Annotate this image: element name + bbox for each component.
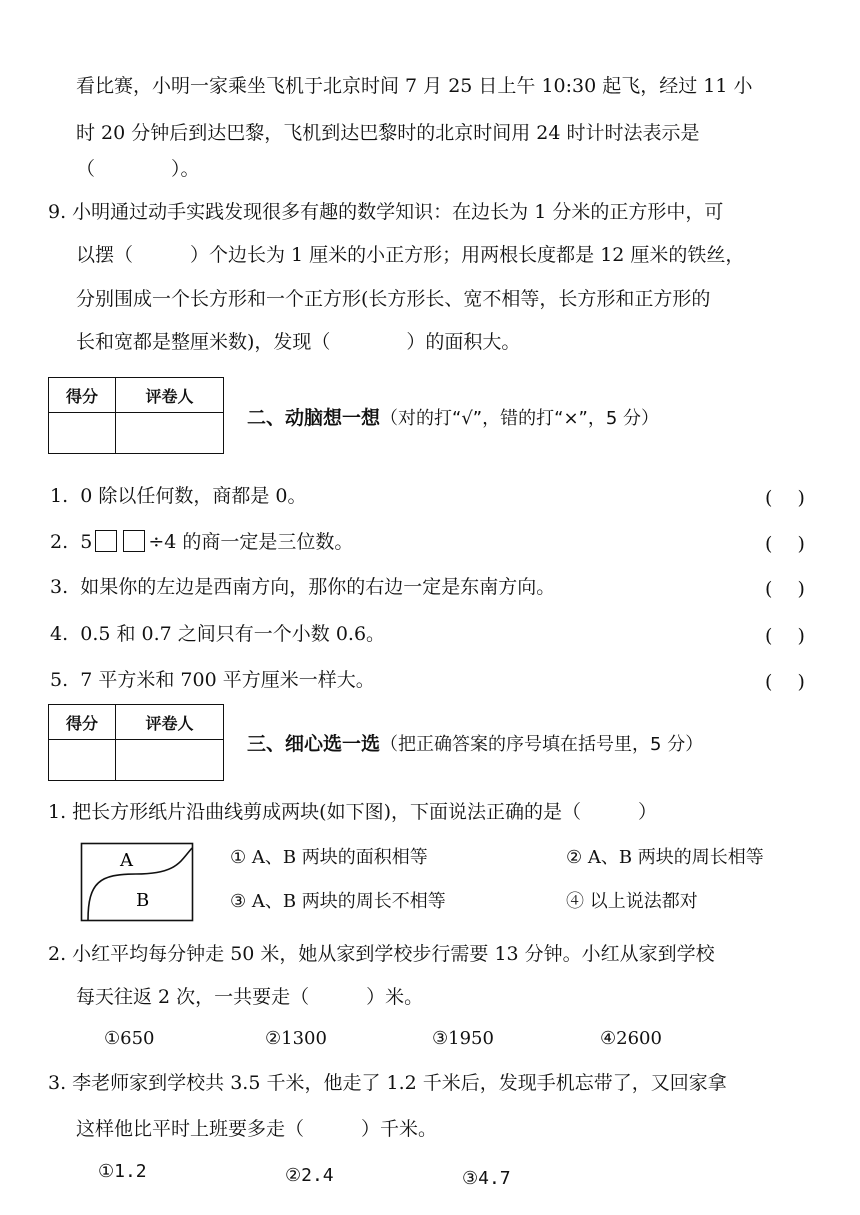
choice-q3-option-3[interactable]: ③4.7 <box>462 1168 511 1189</box>
piece-a-label: A <box>120 850 133 871</box>
judge-answer-3[interactable]: ( ) <box>765 578 805 600</box>
section3-score-table <box>48 704 224 781</box>
choice-q3-option-2[interactable]: ②2.4 <box>285 1165 334 1186</box>
judge-answer-2[interactable]: ( ) <box>765 533 805 555</box>
choice-q3-line-2: 这样他比平时上班要多走（ ）千米。 <box>76 1118 438 1140</box>
q8-line-1: 看比赛，小明一家乘坐飞机于北京时间 7 月 25 日上午 10:30 起飞，经过 11 小 <box>76 75 753 97</box>
choice-q2-option-1[interactable]: ①650 <box>104 1028 155 1049</box>
choice-q2-option-2[interactable]: ②1300 <box>265 1028 327 1049</box>
judge-item-5: 5. 7 平方米和 700 平方厘米一样大。 <box>50 669 375 691</box>
section3-title: 三、细心选一选 <box>247 733 381 755</box>
choice-q1-option-1[interactable]: ① A、B 两块的面积相等 <box>230 847 428 868</box>
score-cell[interactable] <box>49 740 116 781</box>
section2-heading <box>247 406 659 431</box>
grader-label: 评卷人 <box>116 705 224 740</box>
judge-item-2: 2. 5 ÷4 的商一定是三位数。 <box>50 531 354 553</box>
choice-q1-text: 1. 把长方形纸片沿曲线剪成两块(如下图)，下面说法正确的是（ ） <box>48 801 657 823</box>
score-cell[interactable] <box>49 413 116 454</box>
digit-box-2 <box>123 530 145 552</box>
grader-cell[interactable] <box>116 413 224 454</box>
grader-cell[interactable] <box>116 740 224 781</box>
judge-item-4: 4. 0.5 和 0.7 之间只有一个小数 0.6。 <box>50 623 386 645</box>
q8-answer-blank[interactable]: （ ）。 <box>76 158 200 180</box>
choice-q2-option-3[interactable]: ③1950 <box>432 1028 494 1049</box>
judge-answer-1[interactable]: ( ) <box>765 487 805 509</box>
q9-line-2: 以摆（ ）个边长为 1 厘米的小正方形；用两根长度都是 12 厘米的铁丝， <box>76 244 745 266</box>
q9-line-1: 9. 小明通过动手实践发现很多有趣的数学知识：在边长为 1 分米的正方形中，可 <box>48 201 724 223</box>
score-label: 得分 <box>49 705 116 740</box>
judge-item-3: 3. 如果你的左边是西南方向，那你的右边一定是东南方向。 <box>50 576 556 598</box>
q8-line-2: 时 20 分钟后到达巴黎，飞机到达巴黎时的北京时间用 24 时计时法表示是 <box>76 122 700 144</box>
rectangle-cut-figure <box>80 842 194 922</box>
section3-note: （把正确答案的序号填在括号里，5 分） <box>380 734 704 755</box>
q9-line-3: 分别围成一个长方形和一个正方形(长方形长、宽不相等，长方形和正方形的 <box>76 288 711 310</box>
digit-box-1 <box>95 530 117 552</box>
judge-item-1: 1. 0 除以任何数，商都是 0。 <box>50 485 307 507</box>
section2-score-table <box>48 377 224 454</box>
choice-q3-line-1: 3. 李老师家到学校共 3.5 千米，他走了 1.2 千米后，发现手机忘带了，又回家拿 <box>48 1072 727 1094</box>
choice-q3-option-1[interactable]: ①1.2 <box>98 1161 147 1182</box>
choice-q2-line-2: 每天往返 2 次，一共要走（ ）米。 <box>76 986 424 1008</box>
choice-q2-option-4[interactable]: ④2600 <box>600 1028 662 1049</box>
q9-line-4: 长和宽都是整厘米数)，发现（ ）的面积大。 <box>76 331 521 353</box>
choice-q2-line-1: 2. 小红平均每分钟走 50 米，她从家到学校步行需要 13 分钟。小红从家到学校 <box>48 943 715 965</box>
section2-title: 二、动脑想一想 <box>247 407 381 429</box>
piece-b-label: B <box>136 890 150 911</box>
judge-answer-5[interactable]: ( ) <box>765 671 805 693</box>
choice-q1-option-2[interactable]: ② A、B 两块的周长相等 <box>566 847 764 868</box>
choice-q1-option-4[interactable]: ④ 以上说法都对 <box>566 891 698 912</box>
choice-q1-option-3[interactable]: ③ A、B 两块的周长不相等 <box>230 891 446 912</box>
judge-answer-4[interactable]: ( ) <box>765 625 805 647</box>
grader-label: 评卷人 <box>116 378 224 413</box>
score-label: 得分 <box>49 378 116 413</box>
section3-heading <box>247 732 703 757</box>
section2-note: （对的打“√”，错的打“×”，5 分） <box>380 408 660 429</box>
